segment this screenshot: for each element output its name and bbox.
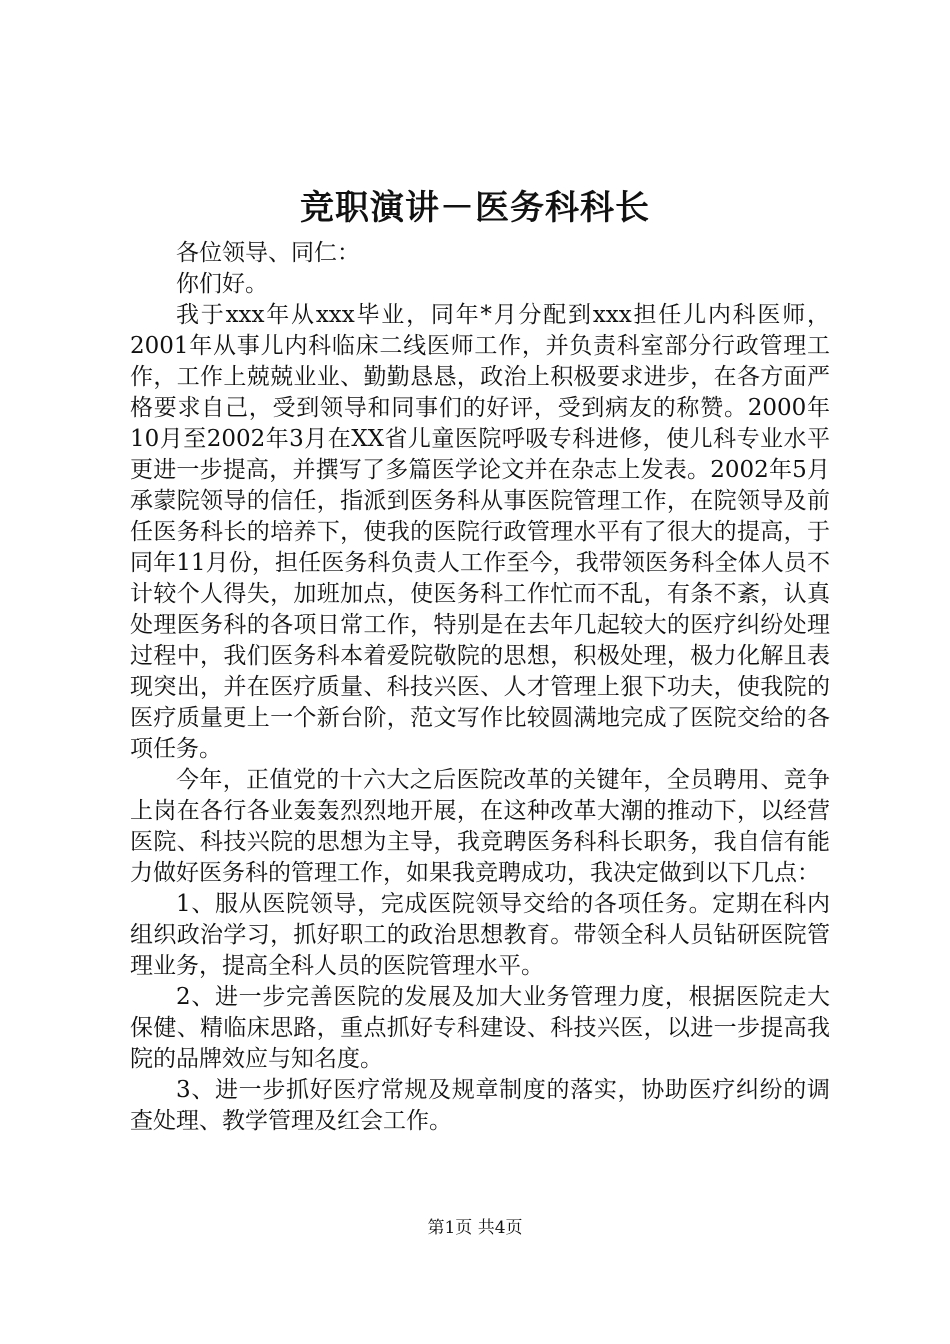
document-title: 竞职演讲－医务科科长 — [300, 188, 650, 228]
paragraph-background: 我于xxx年从xxx毕业，同年*月分配到xxx担任儿内科医师，2001年从事儿内科临床二线医师工作，并负责科室部分行政管理工作，工作上兢兢业业、勤勤恳恳，政治上积极要求进步，在各方面严格要求自己，受到领导和同事们的好评，受到病友的称赞。2000年10月至2002年3月在XX省儿童医院呼吸专科进修，使儿科专业水平更进一步提高，并撰写了多篇医学论文并在杂志上发表。2002年5月承蒙院领导的信任，指派到医务科从事医院管理工作，在院领导及前任医务科长的培养下，使我的医院行政管理水平有了很大的提高，于同年11月份，担任医务科负责人工作至今，我带领医务科全体人员不计较个人得失，加班加点，使医务科工作忙而不乱，有条不紊，认真处理医务科的各项日常工作，特别是在去年几起较大的医疗纠纷处理过程中，我们医务科本着爱院敬院的思想，积极处理，极力化解且表现突出，并在医疗质量、科技兴医、人才管理上狠下功夫，使我院的医疗质量更上一个新台阶，范文写作比较圆满地完成了医院交给的各项任务。 — [130, 302, 830, 762]
plan-item-1: 1、服从医院领导，完成医院领导交给的各项任务。定期在科内组织政治学习，抓好职工的政治思想教育。带领全科人员钻研医院管理业务，提高全科人员的医院管理水平。 — [130, 891, 830, 979]
document-body — [130, 238, 830, 1137]
plan-item-2: 2、进一步完善医院的发展及加大业务管理力度，根据医院走大保健、精临床思路，重点抓好专科建设、科技兴医，以进一步提高我院的品牌效应与知名度。 — [130, 984, 830, 1072]
salutation: 各位领导、同仁： — [176, 240, 360, 266]
page-number: 第1页 共4页 — [427, 1218, 523, 1238]
paragraph-intent: 今年，正值党的十六大之后医院改革的关键年，全员聘用、竞争上岗在各行各业轰轰烈烈地开展，在这种改革大潮的推动下，以经营医院、科技兴院的思想为主导，我竞聘医务科科长职务，我自信有能力做好医务科的管理工作，如果我竞聘成功，我决定做到以下几点： — [130, 767, 830, 886]
greeting: 你们好。 — [176, 271, 268, 297]
plan-item-3: 3、进一步抓好医疗常规及规章制度的落实，协助医疗纠纷的调查处理、教学管理及红会工作。 — [130, 1077, 830, 1134]
